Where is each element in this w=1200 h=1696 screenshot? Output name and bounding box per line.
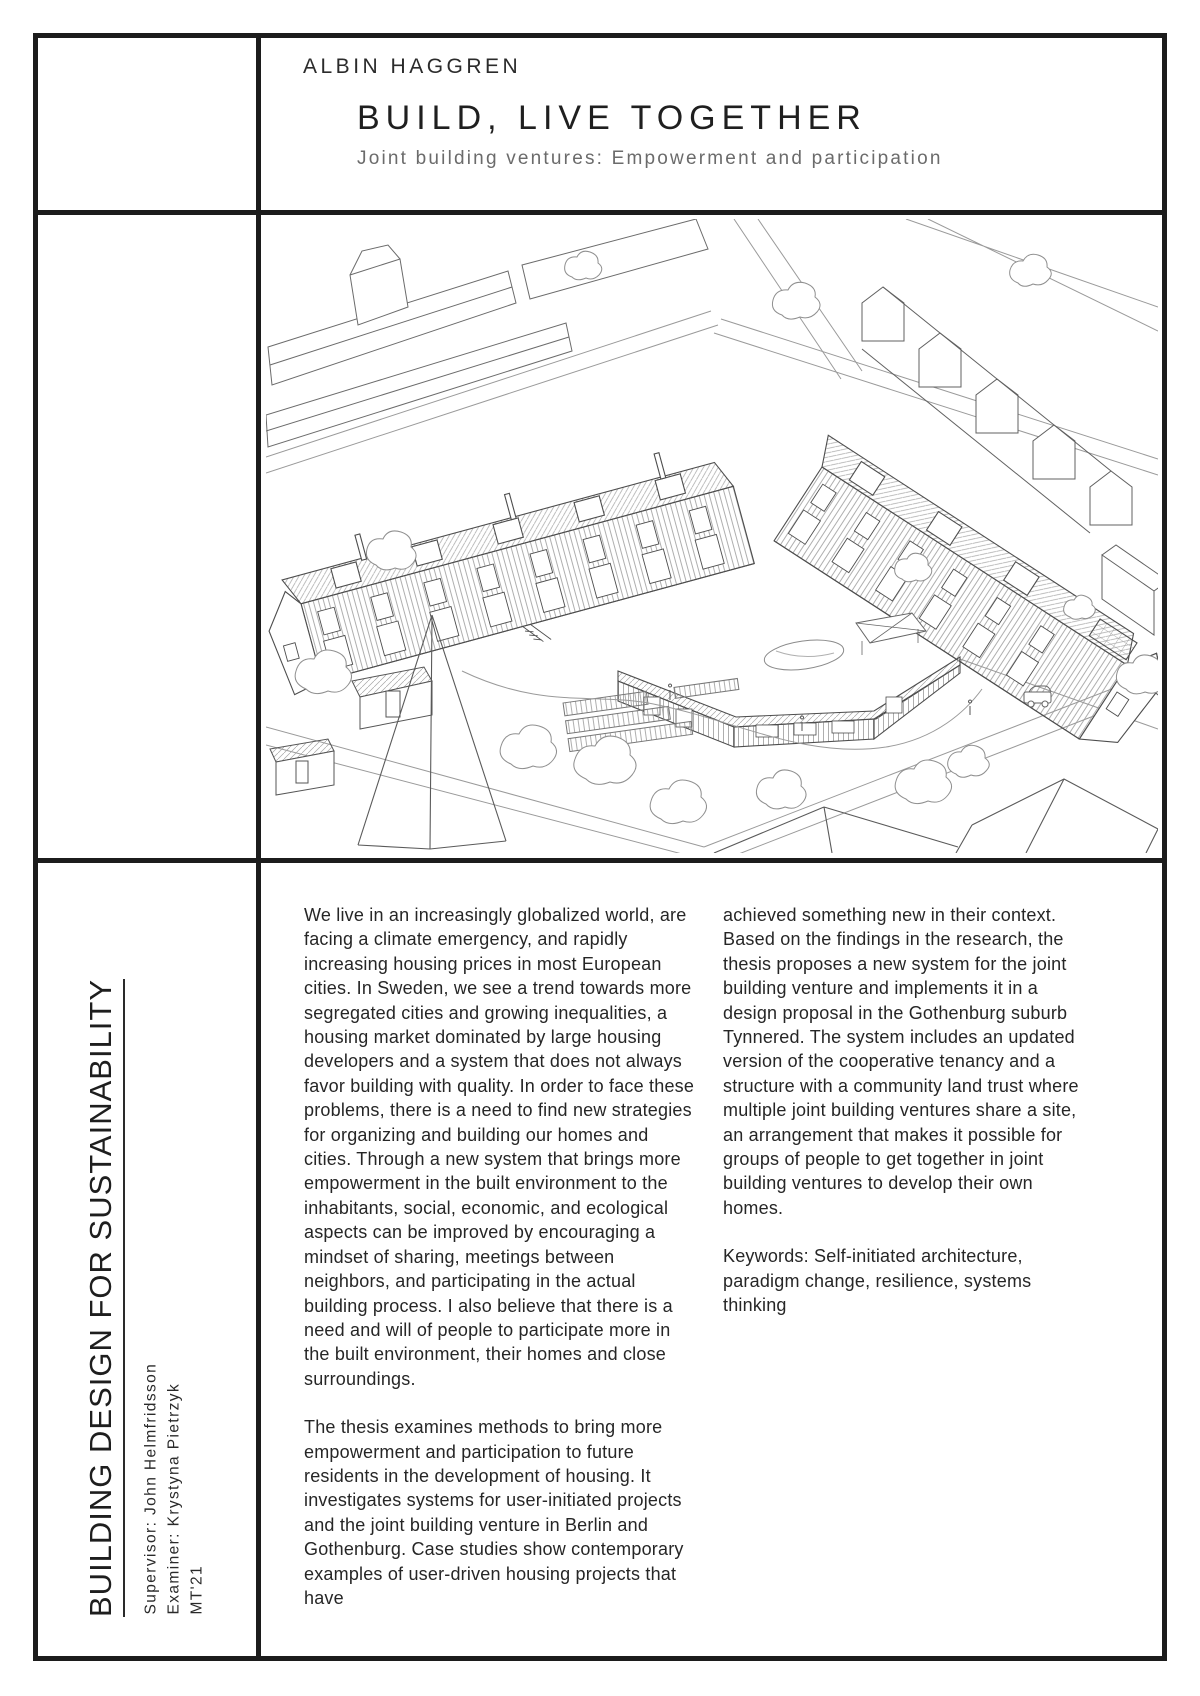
architectural-sketch bbox=[266, 219, 1158, 853]
abstract-paragraph: The thesis examines methods to bring more empowerment and participation to future residents in the development of housing. It investigates systems for user-initiated projects and the joint building venture in Berlin and Gothenburg. Case studies show contemporary examples of user-driven housing projects that have bbox=[304, 1417, 684, 1608]
abstract-paragraph: achieved something new in their context. Based on the findings in the research, the thesis proposes a new system for the joint building venture and implements it in a design proposal in the Gothenburg suburb Tynnered. The system includes an updated version of the cooperative tenancy and a structure with a community land trust where multiple joint building ventures share a site, an arrangement that makes it possible for groups of people to get together in joint building ventures to develop their own homes. bbox=[723, 905, 1079, 1218]
vertical-divider bbox=[256, 33, 261, 1661]
poster-subtitle: Joint building ventures: Empowerment and participation bbox=[357, 148, 943, 169]
background-buildings-left bbox=[266, 219, 708, 447]
keywords-paragraph: Keywords: Self-initiated architecture, paradigm change, resilience, systems thinking bbox=[723, 1246, 1032, 1316]
credits-block bbox=[140, 1315, 209, 1615]
figure-divider bbox=[33, 858, 1167, 863]
program-title: BUILDING DESIGN FOR SUSTAINABILITY bbox=[83, 887, 131, 1617]
abstract-paragraph: We live in an increasingly globalized world, are facing a climate emergency, and rapidly increasing housing prices in most European cities. In Sweden, we see a trend towards more segregated cities and growing inequalities, a housing market dominated by large housing developers and a system that does not always favor building with quality. In order to face these problems, there is a need to find new strategies for organizing and building our homes and cities. Through a new system that brings more empowerment in the built environment to the inhabitants, social, economic, and ecological aspects can be improved by encouraging a mindset of sharing, meetings between neighbors, and participating in the actual building process. I also believe that there is a need and will of people to participate more in the built environment, their homes and close surroundings. bbox=[304, 905, 695, 1389]
header-divider bbox=[33, 210, 1167, 215]
supervisor-line: Supervisor: John Helmfridsson bbox=[142, 1362, 160, 1615]
author-name: ALBIN HAGGREN bbox=[303, 55, 522, 78]
examiner-line: Examiner: Krystyna Pietrzyk bbox=[165, 1382, 183, 1615]
abstract-column-left bbox=[304, 903, 696, 1634]
abstract-column-right bbox=[723, 903, 1091, 1342]
poster-title: BUILD, LIVE TOGETHER bbox=[357, 99, 867, 137]
term-line: MT'21 bbox=[188, 1564, 206, 1615]
